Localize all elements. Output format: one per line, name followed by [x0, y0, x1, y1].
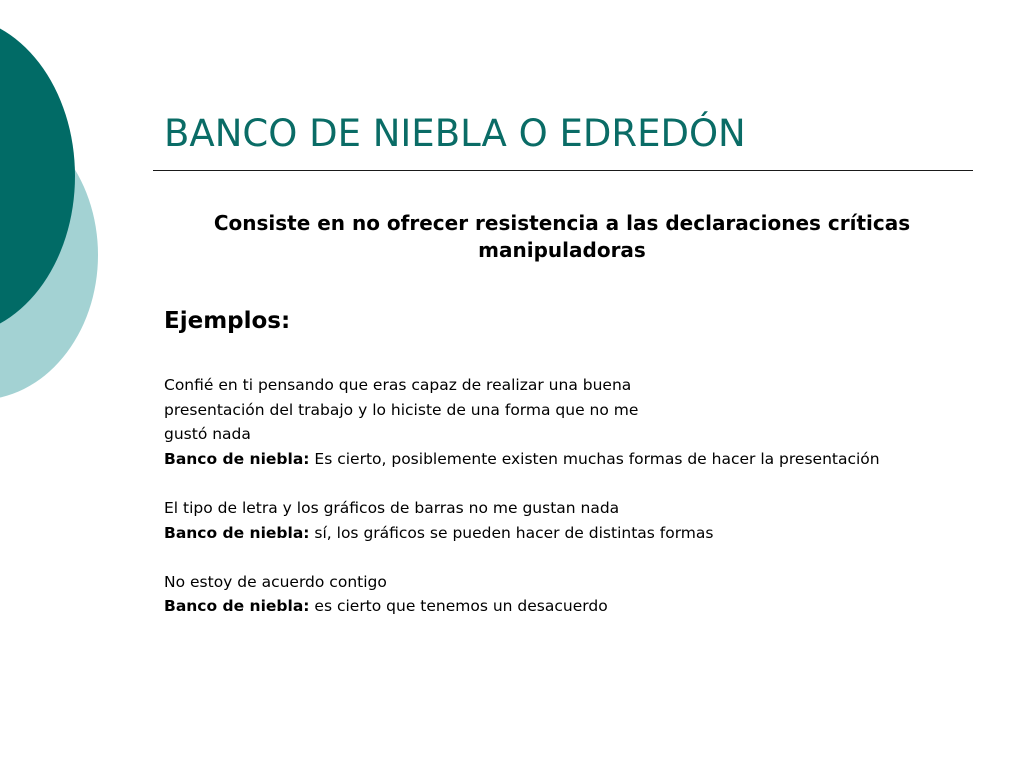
example-statement-line: gustó nada	[164, 425, 251, 444]
slide-title: BANCO DE NIEBLA O EDREDÓN	[164, 112, 746, 155]
example-response	[164, 521, 994, 546]
response-label: Banco de niebla:	[164, 449, 310, 468]
response-label: Banco de niebla:	[164, 523, 310, 542]
response-text: Es cierto, posiblemente existen muchas formas de hacer la presentación	[309, 449, 880, 468]
example-response	[164, 594, 994, 619]
examples-heading: Ejemplos:	[164, 308, 291, 334]
intro-statement: Consiste en no ofrecer resistencia a las declaraciones críticas manipuladoras	[213, 211, 911, 262]
response-label: Banco de niebla:	[164, 597, 310, 616]
response-text: sí, los gráficos se pueden hacer de distintas formas	[309, 523, 714, 542]
response-text: es cierto que tenemos un desacuerdo	[309, 597, 608, 616]
example-statement-line: El tipo de letra y los gráficos de barras no me gustan nada	[164, 498, 620, 517]
example-statement-line: No estoy de acuerdo contigo	[164, 572, 387, 591]
example-statement-line: Confié en ti pensando que eras capaz de realizar una buena	[164, 376, 632, 394]
examples-list	[164, 373, 994, 619]
example-statement-line: presentación del trabajo y lo hiciste de una forma que no me	[164, 400, 639, 419]
example-response	[164, 447, 994, 472]
title-divider	[153, 170, 973, 171]
